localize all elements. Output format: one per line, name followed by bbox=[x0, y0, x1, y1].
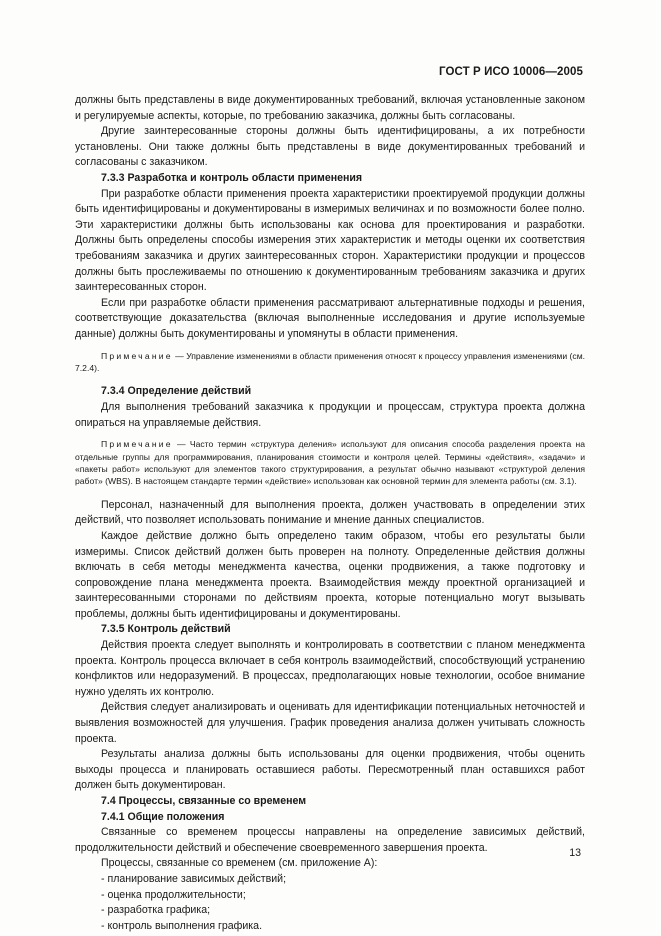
section-heading: 7.4 Процессы, связанные со временем bbox=[101, 795, 307, 807]
paragraph: должны быть представлены в виде документированных требований, включая установленные законом и регулируемые аспекты, которые, по требованию заказчика, должны быть согласованы. bbox=[75, 94, 585, 122]
note-label: Примечание bbox=[101, 350, 173, 361]
paragraph: Персонал, назначенный для выполнения проекта, должен участвовать в определении этих действий, что позволяет использовать понимание и мнение данных специалистов. bbox=[75, 498, 585, 527]
paragraph: Если при разработке области применения рассматривают альтернативные подходы и решения, соответствующие доказательства (включая выполненные исследования и другие используемые данные) должны быть документированы и упомянуты в области применения. bbox=[75, 296, 585, 340]
list-item: - оценка продолжительности; bbox=[101, 888, 246, 901]
paragraph: Действия следует анализировать и оценивать для идентификации потенциальных неточностей и выявления возможностей для улучшения. График проведения анализа должен учитывать сложность проекта. bbox=[75, 701, 585, 745]
section-heading: 7.4.1 Общие положения bbox=[101, 810, 225, 823]
page-number: 13 bbox=[569, 847, 581, 859]
paragraph: Связанные со временем процессы направлены на определение зависимых действий, продолжительности действий и обеспечение своевременного завершения проекта. bbox=[75, 826, 585, 854]
list-item: - контроль выполнения графика. bbox=[101, 919, 263, 932]
list-item: - разработка графика; bbox=[101, 904, 211, 917]
section-heading: 7.3.4 Определение действий bbox=[101, 385, 252, 398]
note bbox=[75, 438, 585, 488]
paragraph: Другие заинтересованные стороны должны быть идентифицированы, а их потребности установлены. Они также должны быть представлены в виде документированных требований и согласованы с заказчиком. bbox=[75, 125, 585, 169]
section-heading: 7.3.3 Разработка и контроль области применения bbox=[101, 171, 363, 184]
note-text: — Управление изменениями в области применения относят к процессу управления изменениями (см. 7.2.4). bbox=[75, 350, 585, 373]
paragraph: Результаты анализа должны быть использованы для оценки продвижения, чтобы оценить выходы процесса и планировать оставшиеся работы. Пересмотренный план оставшихся работ должен быть документирован. bbox=[75, 748, 585, 792]
document-header: ГОСТ Р ИСО 10006—2005 bbox=[438, 66, 583, 78]
paragraph: Каждое действие должно быть определено таким образом, чтобы его результаты были измеримы. Список действий должен быть проверен на полноту. Определенные действия должны включать в себя методы менеджмента качества, оценки продвижения, а также подготовку и сопровождение плана менеджмента проекта. Взаимодействия между проектной организацией и заинтересованными сторонами по действиям проекта, которые потенциально могут вызывать проблемы, должны быть идентифицированы и документированы. bbox=[75, 529, 585, 620]
paragraph: Для выполнения требований заказчика к продукции и процессам, структура проекта должна опираться на управляемые действия. bbox=[75, 400, 585, 429]
paragraph: Действия проекта следует выполнять и контролировать в соответствии с планом менеджмента проекта. Контроль процесса включает в себя контроль взаимодействий, способствующий устранению конфликтов или недоразумений. В процессах, предполагающих новые технологии, особое внимание нужно уделять их контролю. bbox=[75, 639, 585, 698]
section-heading: 7.3.5 Контроль действий bbox=[101, 623, 231, 636]
note bbox=[75, 350, 585, 375]
document-body bbox=[75, 93, 585, 934]
note-text: — Часто термин «структура деления» используют для описания способа разделения проекта на отдельные группы для программирования, планирования стоимости и контроля целей. Термины «действия», «задачи» и «пакеты работ» используют для элементов такого структурирования, а результат обычно называют «структурой деления работ» (WBS). В настоящем стандарте термин «действие» использован как основной термин для элемента работы (см. 3.1). bbox=[75, 439, 585, 487]
list-item: - планирование зависимых действий; bbox=[101, 872, 287, 885]
paragraph: При разработке области применения проекта характеристики проектируемой продукции должны быть идентифицированы и документированы в измеримых величинах и по возможности более полно. Эти характеристики должны быть использованы как основа для проектирования и разработки. Должны быть определены способы измерения этих характеристик и методы оценки их соответствия требованиям заказчика и других заинтересованных сторон. Характеристики продукции и процессов должны быть прослеживаемы по отношению к документированным требованиям заказчика и других заинтересованных сторон. bbox=[75, 187, 585, 294]
note-label: Примечание bbox=[101, 439, 173, 450]
paragraph: Процессы, связанные со временем (см. приложение А): bbox=[101, 857, 378, 870]
